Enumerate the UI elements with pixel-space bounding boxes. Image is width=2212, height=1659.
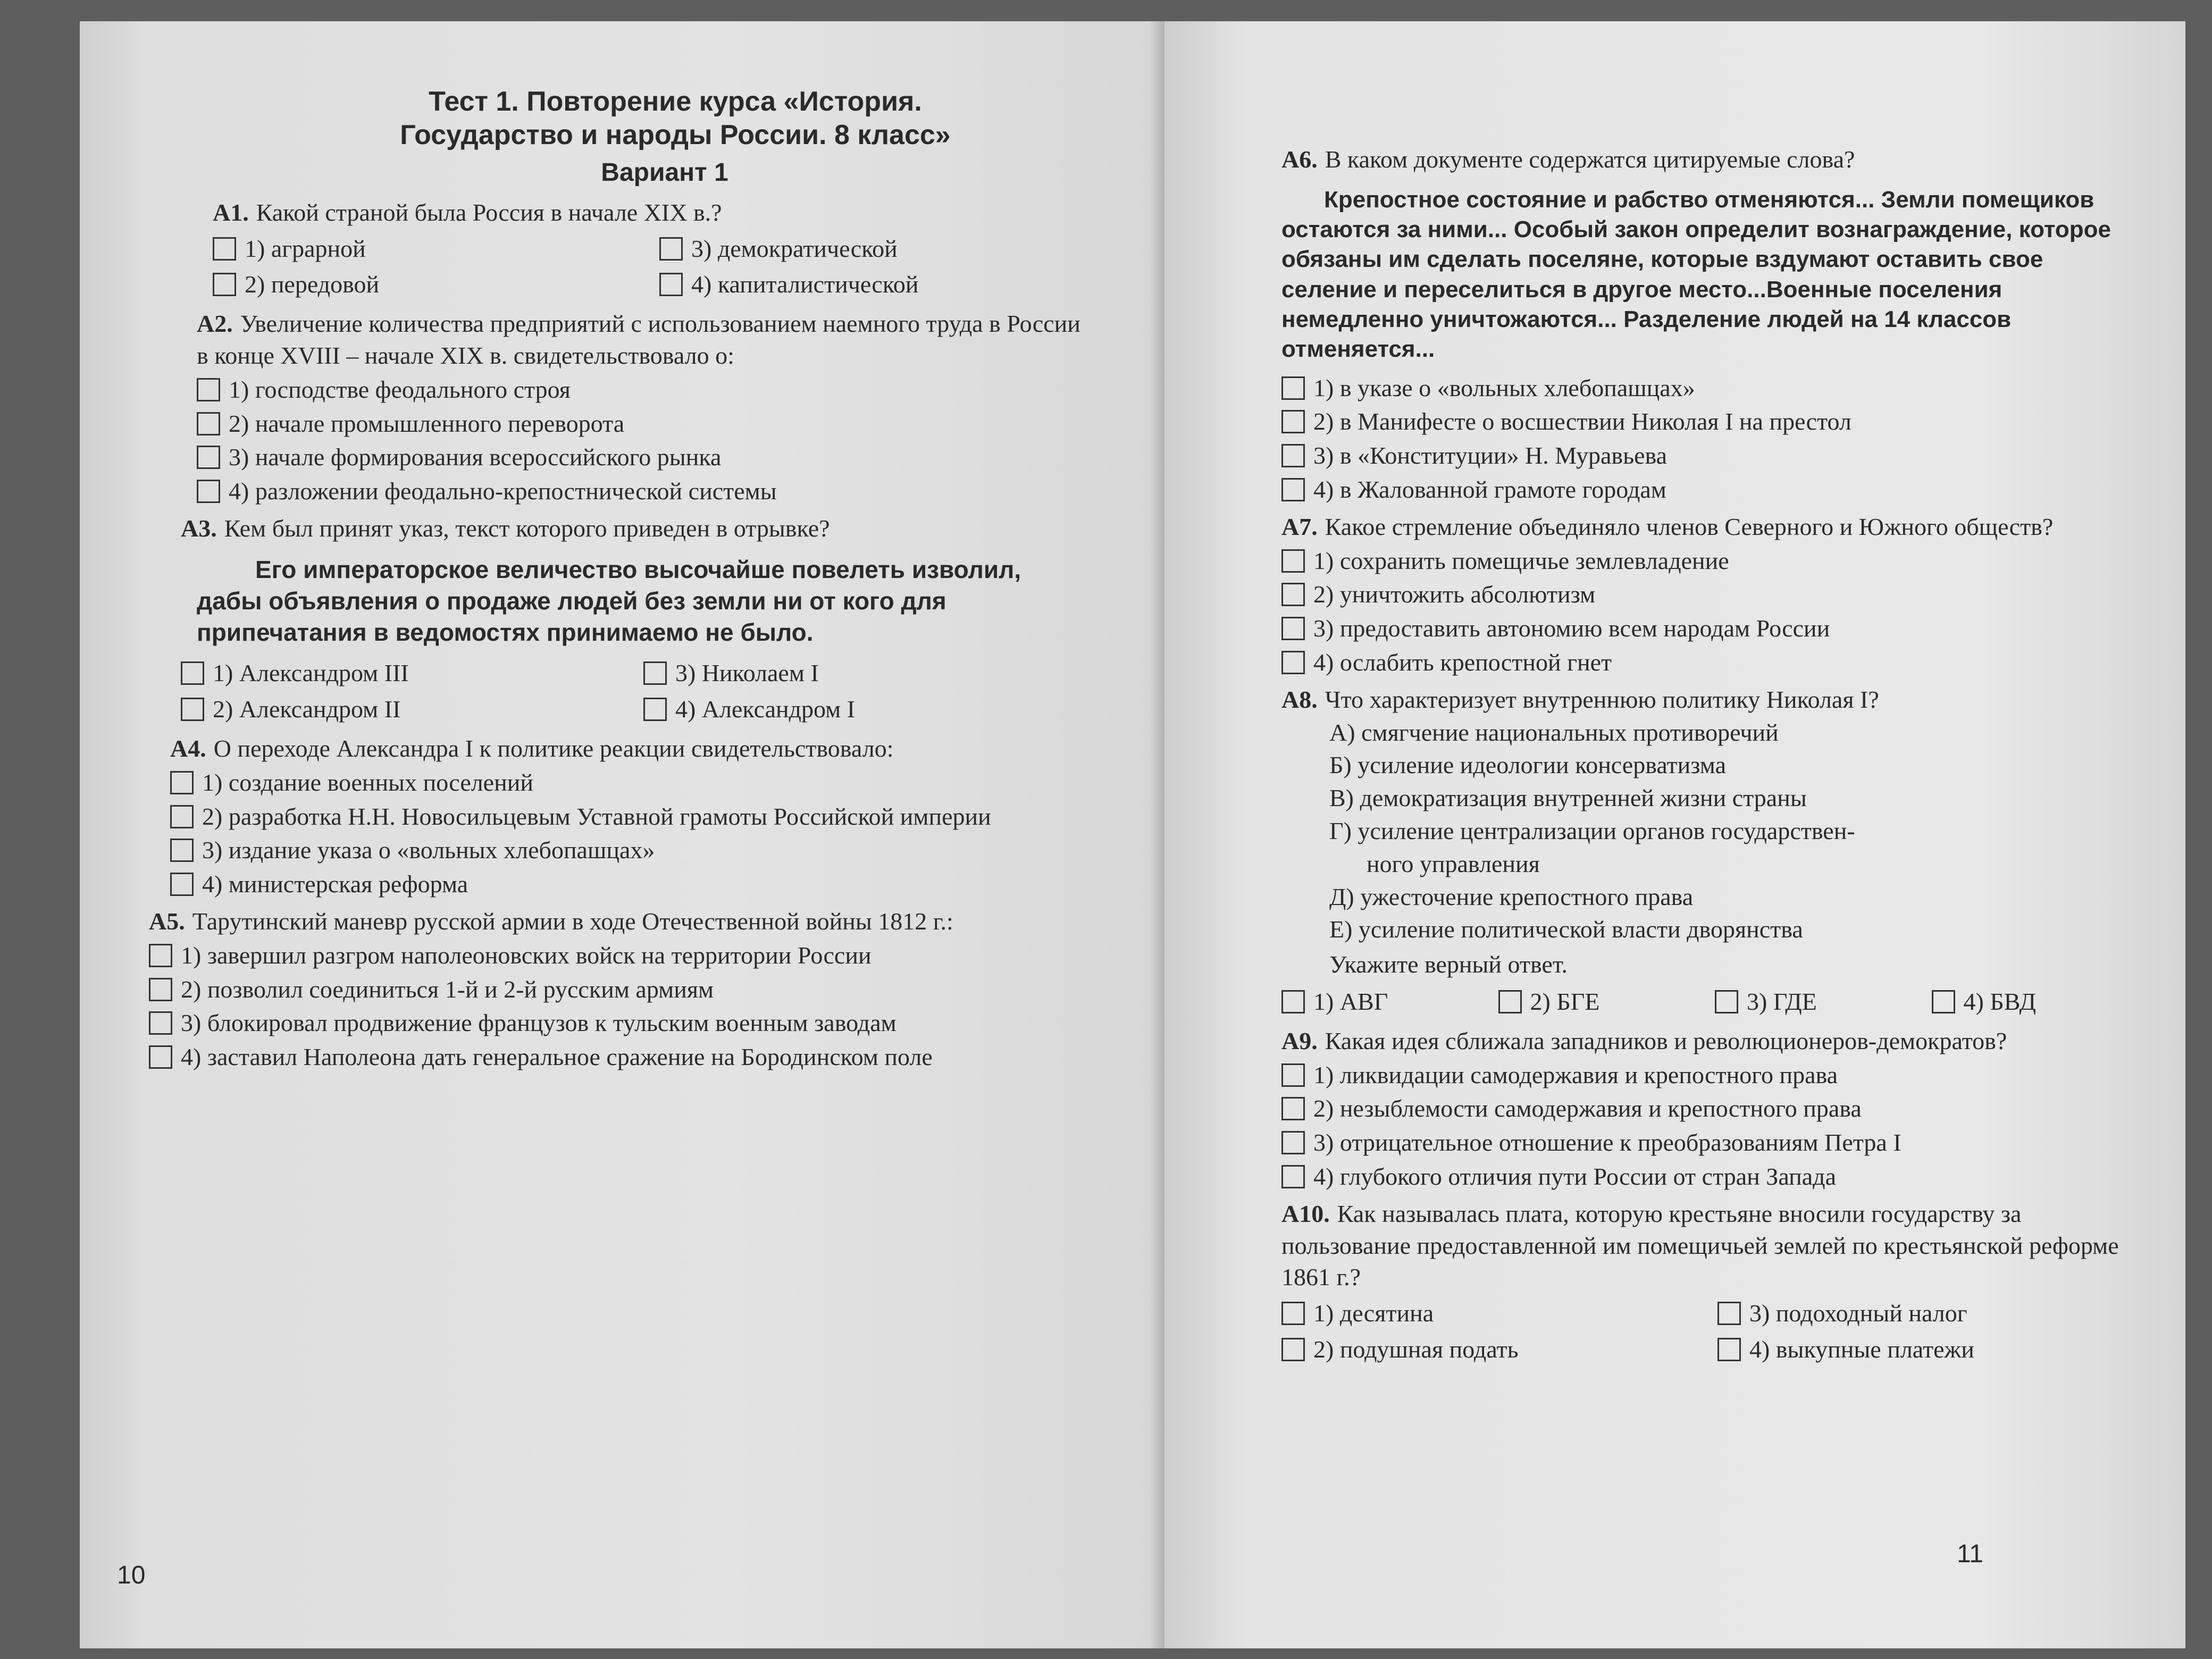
- statement-item: Г) усиление централизации органов государствен-: [1329, 817, 1855, 845]
- question-text: Что характеризует внутреннюю политику Николая I?: [1325, 685, 1879, 713]
- option-a7-3[interactable]: [1281, 613, 2132, 644]
- page-number-left: 10: [117, 1561, 146, 1589]
- option-label: 1) господстве феодального строя: [229, 375, 571, 403]
- option-a3-1[interactable]: [181, 657, 622, 689]
- question-text: Какое стремление объединяло членов Северного и Южного обществ?: [1325, 513, 2054, 540]
- checkbox[interactable]: [170, 771, 194, 794]
- statement-item: В) демократизация внутренней жизни страны: [1329, 784, 1807, 812]
- question-text: Тарутинский маневр русской армии в ходе Отечественной войны 1812 г.:: [192, 908, 953, 935]
- checkbox[interactable]: [1281, 478, 1305, 501]
- checkbox[interactable]: [1715, 990, 1738, 1013]
- option-a4-2[interactable]: [170, 801, 1085, 833]
- test-title-line1: Тест 1. Повторение курса «История.: [429, 86, 922, 117]
- option-label: 1) создание военных поселений: [202, 768, 533, 796]
- checkbox[interactable]: [1717, 1302, 1741, 1325]
- checkbox[interactable]: [197, 446, 220, 469]
- checkbox[interactable]: [181, 661, 204, 685]
- option-a3-3[interactable]: [643, 657, 1085, 689]
- option-a6-3[interactable]: [1281, 440, 2132, 472]
- statement-item: А) смягчение национальных противоречий: [1329, 718, 1779, 746]
- question-number: А2.: [197, 310, 233, 338]
- checkbox[interactable]: [213, 237, 236, 261]
- checkbox[interactable]: [1281, 990, 1305, 1013]
- option-a5-3[interactable]: [149, 1007, 1085, 1039]
- option-a6-1[interactable]: [1281, 372, 2132, 404]
- option-a2-4[interactable]: [197, 475, 1085, 507]
- checkbox[interactable]: [197, 378, 220, 401]
- checkbox[interactable]: [1281, 617, 1305, 640]
- option-label: 1) ликвидации самодержавия и крепостного права: [1313, 1061, 1838, 1088]
- option-a8-1[interactable]: [1281, 986, 1482, 1018]
- question-text: Кем был принят указ, текст которого приведен в отрывке?: [224, 515, 830, 542]
- option-a1-1[interactable]: [213, 233, 638, 265]
- checkbox[interactable]: [149, 1011, 172, 1035]
- option-a1-3[interactable]: [659, 233, 1085, 265]
- option-label: 4) министерская реформа: [202, 870, 468, 898]
- statement-item-continuation: ного управления: [1367, 850, 1540, 877]
- option-a2-3[interactable]: [197, 441, 1085, 473]
- option-a1-2[interactable]: [213, 269, 638, 300]
- question-text: Как называлась плата, которую крестьяне вносили государству за пользование предоставленной им помещичьей землей по крестьянской реформе 1861 г.?: [1281, 1200, 2119, 1291]
- question-a1: [213, 197, 1085, 303]
- question-number: А1.: [213, 198, 249, 226]
- option-a10-2[interactable]: [1281, 1334, 1696, 1365]
- test-title: [117, 85, 1085, 153]
- statement-item: Е) усиление политической власти дворянства: [1329, 916, 1803, 943]
- option-label: 3) начале формирования всероссийского рынка: [229, 443, 722, 471]
- checkbox[interactable]: [149, 944, 172, 967]
- question-a2: [197, 308, 1085, 507]
- option-a6-4[interactable]: [1281, 474, 2132, 506]
- option-a8-2[interactable]: [1498, 986, 1699, 1018]
- question-text: Какая идея сближала западников и революционеров-демократов?: [1325, 1027, 2007, 1054]
- option-a9-2[interactable]: [1281, 1093, 2132, 1125]
- option-a9-1[interactable]: [1281, 1059, 2132, 1091]
- option-label: 1) Александром III: [213, 659, 409, 687]
- option-label: 4) выкупные платежи: [1749, 1335, 1974, 1363]
- option-a4-3[interactable]: [170, 834, 1085, 866]
- option-label: 3) издание указа о «вольных хлебопашцах»: [202, 836, 655, 864]
- option-label: 4) БВД: [1963, 988, 2037, 1016]
- option-label: 1) в указе о «вольных хлебопашцах»: [1313, 374, 1695, 401]
- question-number: А9.: [1281, 1027, 1318, 1054]
- right-page: [1164, 21, 2185, 1648]
- option-label: 4) в Жалованной грамоте городам: [1313, 476, 1666, 504]
- option-a9-4[interactable]: [1281, 1161, 2132, 1193]
- option-label: 3) отрицательное отношение к преобразованиям Петра I: [1313, 1129, 1901, 1157]
- quoted-decree: Его императорское величество высочайше повелеть изволил, дабы объявления о продаже людей без земли ни от кого для припечатания в ведомостях принимаемо не было.: [197, 555, 1021, 646]
- option-a9-3[interactable]: [1281, 1127, 2132, 1159]
- option-label: 2) в Манифесте о восшествии Николая I на престол: [1313, 408, 1851, 435]
- option-label: 2) передовой: [245, 271, 380, 298]
- option-a5-4[interactable]: [149, 1041, 1085, 1073]
- option-a6-2[interactable]: [1281, 406, 2132, 438]
- checkbox[interactable]: [1281, 583, 1305, 606]
- question-text: Какой страной была Россия в начале XIX в.?: [256, 198, 722, 226]
- question-a4: [170, 733, 1085, 900]
- option-label: 2) разработка Н.Н. Новосильцевым Уставной грамоты Российской империи: [202, 802, 991, 830]
- checkbox[interactable]: [1498, 990, 1522, 1013]
- checkbox[interactable]: [1281, 1165, 1305, 1188]
- option-label: 2) Александром II: [213, 696, 401, 723]
- question-text: О переходе Александра I к политике реакции свидетельствовало:: [213, 735, 894, 763]
- question-number: А3.: [181, 515, 217, 542]
- checkbox[interactable]: [197, 412, 220, 435]
- option-label: 4) ослабить крепостной гнет: [1313, 649, 1612, 676]
- checkbox[interactable]: [170, 873, 194, 896]
- question-a8: [1281, 684, 2132, 1020]
- checkbox[interactable]: [659, 237, 683, 261]
- checkbox[interactable]: [213, 273, 236, 296]
- checkbox[interactable]: [1717, 1338, 1741, 1361]
- option-a5-2[interactable]: [149, 974, 1085, 1006]
- option-label: 2) позволил соединиться 1-й и 2-й русским армиям: [181, 975, 714, 1003]
- option-label: 2) подушная подать: [1313, 1335, 1519, 1363]
- option-label: 2) незыблемости самодержавия и крепостного права: [1313, 1095, 1862, 1122]
- checkbox[interactable]: [659, 273, 683, 296]
- option-label: 3) демократической: [691, 234, 898, 262]
- checkbox[interactable]: [170, 839, 194, 862]
- option-a8-4[interactable]: [1932, 986, 2133, 1018]
- option-a4-4[interactable]: [170, 868, 1085, 900]
- option-a10-4[interactable]: [1717, 1334, 2132, 1365]
- option-label: 4) заставил Наполеона дать генеральное сражение на Бородинском поле: [181, 1043, 933, 1071]
- option-label: 3) в «Конституции» Н. Муравьева: [1313, 442, 1668, 470]
- question-a3: [181, 513, 1085, 727]
- answer-prompt: Укажите верный ответ.: [1329, 951, 1568, 978]
- option-label: 2) уничтожить абсолютизм: [1313, 581, 1596, 608]
- checkbox[interactable]: [149, 978, 172, 1001]
- question-a6: [1281, 144, 2132, 506]
- option-label: 3) предоставить автономию всем народам России: [1313, 615, 1830, 642]
- checkbox[interactable]: [1281, 1063, 1305, 1087]
- checkbox[interactable]: [1281, 549, 1305, 573]
- question-number: А7.: [1281, 513, 1318, 540]
- checkbox[interactable]: [643, 661, 667, 685]
- option-label: 3) ГДЕ: [1747, 988, 1817, 1016]
- question-text: В каком документе содержатся цитируемые слова?: [1325, 146, 1855, 173]
- checkbox[interactable]: [1281, 1131, 1305, 1154]
- question-text: Увеличение количества предприятий с использованием наемного труда в России в конце XVIII – начале XIX в. свидетельствовало о:: [197, 310, 1080, 370]
- checkbox[interactable]: [1281, 376, 1305, 400]
- option-a10-3[interactable]: [1717, 1297, 2132, 1329]
- option-a2-1[interactable]: [197, 374, 1085, 406]
- left-page: [80, 21, 1164, 1648]
- checkbox[interactable]: [1932, 990, 1955, 1013]
- option-label: 1) АВГ: [1313, 988, 1388, 1016]
- option-label: 1) десятина: [1313, 1300, 1434, 1327]
- statement-item: Д) ужесточение крепостного права: [1329, 883, 1694, 910]
- option-label: 4) глубокого отличия пути России от стран Запада: [1313, 1163, 1836, 1190]
- question-number: А5.: [149, 908, 185, 935]
- checkbox[interactable]: [170, 805, 194, 828]
- option-a7-4[interactable]: [1281, 647, 2132, 678]
- quoted-document: Крепостное состояние и рабство отменяются... Земли помещиков остаются за ними... Особый закон определит вознаграждение, которое обязаны им сделать поселяне, которые вздумают оставить свое селение и переселиться в другое место...Военные поселения немедленно уничтожаются... Разделение людей на 14 классов отменяется...: [1281, 186, 2111, 363]
- question-number: А10.: [1281, 1200, 1330, 1227]
- option-label: 4) капиталистической: [691, 271, 919, 298]
- question-a7: [1281, 511, 2132, 678]
- option-label: 1) завершил разгром наполеоновских войск на территории России: [181, 941, 872, 969]
- option-a3-4[interactable]: [643, 693, 1085, 725]
- option-a7-2[interactable]: [1281, 579, 2132, 610]
- option-a3-2[interactable]: [181, 693, 622, 725]
- checkbox[interactable]: [181, 698, 204, 721]
- statement-item: Б) усиление идеологии консерватизма: [1329, 751, 1726, 779]
- booklet-spread: [80, 21, 2185, 1648]
- option-label: 3) Николаем I: [675, 659, 819, 687]
- checkbox[interactable]: [643, 698, 667, 721]
- option-a10-1[interactable]: [1281, 1297, 1696, 1329]
- question-number: А4.: [170, 735, 206, 763]
- option-label: 2) начале промышленного переворота: [229, 409, 625, 437]
- question-number: А8.: [1281, 685, 1318, 713]
- option-a2-2[interactable]: [197, 408, 1085, 440]
- checkbox[interactable]: [149, 1045, 172, 1069]
- question-a9: [1281, 1025, 2132, 1193]
- checkbox[interactable]: [1281, 651, 1305, 674]
- option-label: 1) сохранить помещичье землевладение: [1313, 547, 1729, 574]
- option-label: 4) разложении феодально-крепостнической системы: [229, 477, 777, 505]
- checkbox[interactable]: [1281, 1302, 1305, 1325]
- question-a10: [1281, 1198, 2132, 1368]
- option-label: 1) аграрной: [245, 234, 366, 262]
- checkbox[interactable]: [1281, 444, 1305, 467]
- checkbox[interactable]: [1281, 1097, 1305, 1120]
- option-label: 2) БГЕ: [1530, 988, 1600, 1016]
- option-a5-1[interactable]: [149, 940, 1085, 971]
- option-a8-3[interactable]: [1715, 986, 1916, 1018]
- checkbox[interactable]: [197, 480, 220, 503]
- option-a4-1[interactable]: [170, 767, 1085, 799]
- variant-label: Вариант 1: [601, 158, 728, 187]
- page-number-right: 11: [1957, 1540, 1983, 1568]
- checkbox[interactable]: [1281, 410, 1305, 433]
- option-label: 3) блокировал продвижение французов к тульским военным заводам: [181, 1009, 896, 1037]
- question-a5: [149, 906, 1085, 1073]
- test-title-line2: Государство и народы России. 8 класс»: [400, 120, 951, 151]
- question-number: А6.: [1281, 146, 1318, 173]
- option-a7-1[interactable]: [1281, 545, 2132, 577]
- option-label: 4) Александром I: [675, 696, 856, 723]
- option-label: 3) подоходный налог: [1749, 1300, 1967, 1327]
- checkbox[interactable]: [1281, 1338, 1305, 1361]
- option-a1-4[interactable]: [659, 269, 1085, 300]
